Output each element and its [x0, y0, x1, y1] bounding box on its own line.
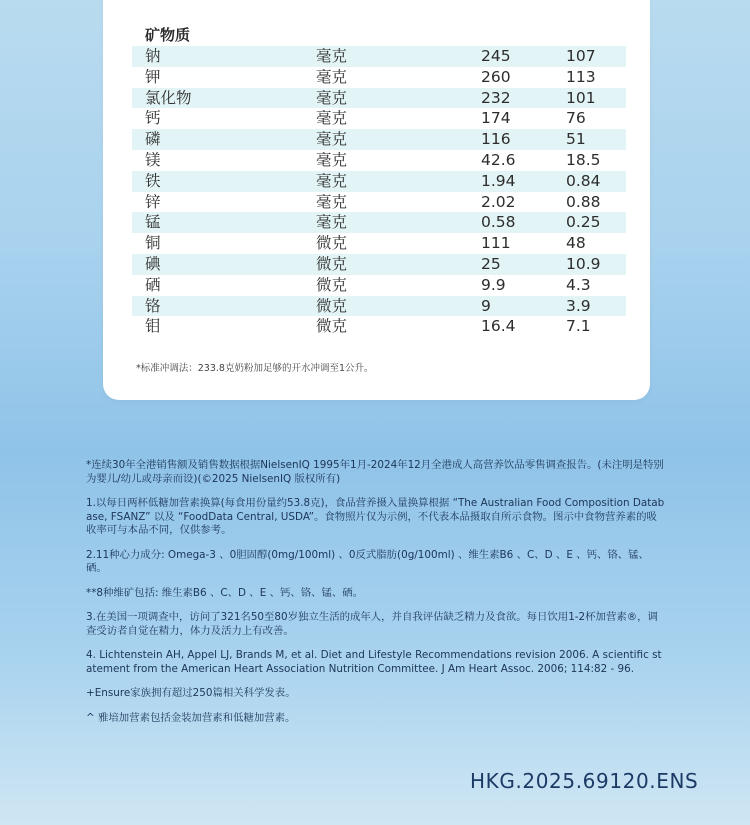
unit: 微克 — [316, 254, 348, 273]
table-row — [132, 254, 626, 275]
table-row — [132, 275, 626, 296]
mineral-name: 钾 — [145, 67, 161, 86]
mineral-name: 铬 — [145, 296, 161, 315]
unit: 毫克 — [316, 130, 348, 149]
value-per-100g: 111 — [481, 234, 511, 253]
table-row — [132, 233, 626, 254]
unit: 毫克 — [316, 192, 348, 211]
table-row — [132, 316, 626, 337]
value-per-100g: 42.6 — [481, 150, 516, 169]
note-vitamins: **8种维矿包括: 维生素B6 、C、D 、E 、钙、铬、锰、硒。 — [86, 586, 364, 599]
note-4: 4. Lichtenstein AH, Appel LJ, Brands M, et al. Diet and Lifestyle Recommendations revision 2006. A scientific statement from the American Heart Association Nutrition Committee. J Am Heart Assoc. 2006; 114:82 - 96. — [86, 649, 662, 675]
unit: 毫克 — [316, 213, 348, 232]
table-row — [132, 108, 626, 129]
minerals-table — [132, 46, 626, 337]
value-per-100ml: 0.84 — [566, 171, 601, 190]
mineral-name: 氯化物 — [145, 88, 192, 107]
value-per-100ml: 0.25 — [566, 213, 601, 232]
table-row — [132, 171, 626, 192]
value-per-100g: 9.9 — [481, 275, 506, 294]
value-per-100ml: 51 — [566, 130, 586, 149]
document-code: HKG.2025.69120.ENS — [470, 769, 699, 793]
table-row — [132, 150, 626, 171]
table-row — [132, 212, 626, 233]
value-per-100g: 2.02 — [481, 192, 516, 211]
unit: 毫克 — [316, 67, 348, 86]
disclaimer-notes — [86, 459, 666, 736]
value-per-100g: 116 — [481, 130, 511, 149]
value-per-100g: 174 — [481, 109, 511, 128]
value-per-100ml: 7.1 — [566, 317, 591, 336]
value-per-100g: 245 — [481, 47, 511, 65]
unit: 毫克 — [316, 88, 348, 107]
unit: 微克 — [316, 234, 348, 253]
unit: 微克 — [316, 296, 348, 315]
mineral-name: 钼 — [145, 317, 161, 336]
value-per-100g: 25 — [481, 254, 501, 273]
mineral-name: 碘 — [145, 254, 161, 273]
value-per-100ml: 113 — [566, 67, 596, 86]
mineral-name: 钠 — [145, 47, 161, 65]
mineral-name: 磷 — [145, 130, 161, 149]
value-per-100ml: 48 — [566, 234, 586, 253]
value-per-100g: 1.94 — [481, 171, 516, 190]
note-3: 3.在美国一项调查中，访问了321名50至80岁独立生活的成年人，并自我评估缺乏精力及食欲。每日饮用1-2杯加营素®，调查受访者自觉在精力，体力及活力上有改善。 — [86, 611, 658, 637]
value-per-100ml: 76 — [566, 109, 586, 128]
value-per-100ml: 101 — [566, 88, 596, 107]
value-per-100ml: 0.88 — [566, 192, 601, 211]
unit: 毫克 — [316, 109, 348, 128]
mineral-name: 硒 — [145, 275, 161, 294]
mineral-name: 铁 — [145, 171, 161, 190]
note-publications: +Ensure家族拥有超过250篇相关科学发表。 — [86, 687, 296, 699]
note-products: ^ 雅培加营素包括金装加营素和低糖加营素。 — [86, 711, 296, 724]
value-per-100g: 9 — [481, 296, 491, 315]
table-row — [132, 129, 626, 150]
value-per-100ml: 18.5 — [566, 150, 601, 169]
note-1: 1.以每日两杯低糖加营素换算(每食用份量约53.8克)，食品营养摄入量换算根据 “The Australian Food Composition Database, FSANZ” 以及 “FoodData Central, USDA”。食物照片仅为示例，不代表本品摄取自所示食物。图示中食物营养素的吸收率可与本品不同，仅供参考。 — [86, 497, 665, 536]
value-per-100g: 260 — [481, 67, 511, 86]
table-row — [132, 192, 626, 213]
value-per-100g: 0.58 — [481, 213, 516, 232]
mineral-name: 镁 — [145, 150, 161, 169]
mineral-name: 锰 — [145, 213, 161, 232]
unit: 微克 — [316, 275, 348, 294]
mineral-name: 锌 — [145, 192, 161, 211]
value-per-100ml: 107 — [566, 47, 596, 65]
mineral-name: 钙 — [145, 109, 161, 128]
preparation-footnote: *标准冲调法：233.8克奶粉加足够的开水冲调至1公升。 — [136, 363, 374, 374]
value-per-100g: 232 — [481, 88, 511, 107]
note-2: 2.11种心力成分: Omega-3 、0胆固醇(0mg/100ml) 、0反式脂肪(0g/100ml) 、维生素B6 、C、D 、E 、钙、铬、锰、硒。 — [86, 548, 649, 574]
value-per-100ml: 3.9 — [566, 296, 591, 315]
unit: 毫克 — [316, 150, 348, 169]
value-per-100g: 16.4 — [481, 317, 516, 336]
section-title: 矿物质 — [145, 26, 191, 44]
value-per-100ml: 4.3 — [566, 275, 591, 294]
table-row — [132, 67, 626, 88]
unit: 微克 — [316, 317, 348, 336]
note-nielsen: *连续30年全港销售额及销售数据根据NielsenIQ 1995年1月-2024年12月全港成人高营养饮品零售调查报告。(未注明是特别为婴儿/幼儿或母亲而设)(©2025 NielsenIQ 版权所有) — [86, 459, 664, 485]
table-row — [132, 88, 626, 109]
table-row — [132, 296, 626, 317]
mineral-name: 铜 — [145, 234, 161, 253]
table-row — [132, 46, 626, 67]
value-per-100ml: 10.9 — [566, 254, 601, 273]
unit: 毫克 — [316, 47, 348, 65]
unit: 毫克 — [316, 171, 348, 190]
